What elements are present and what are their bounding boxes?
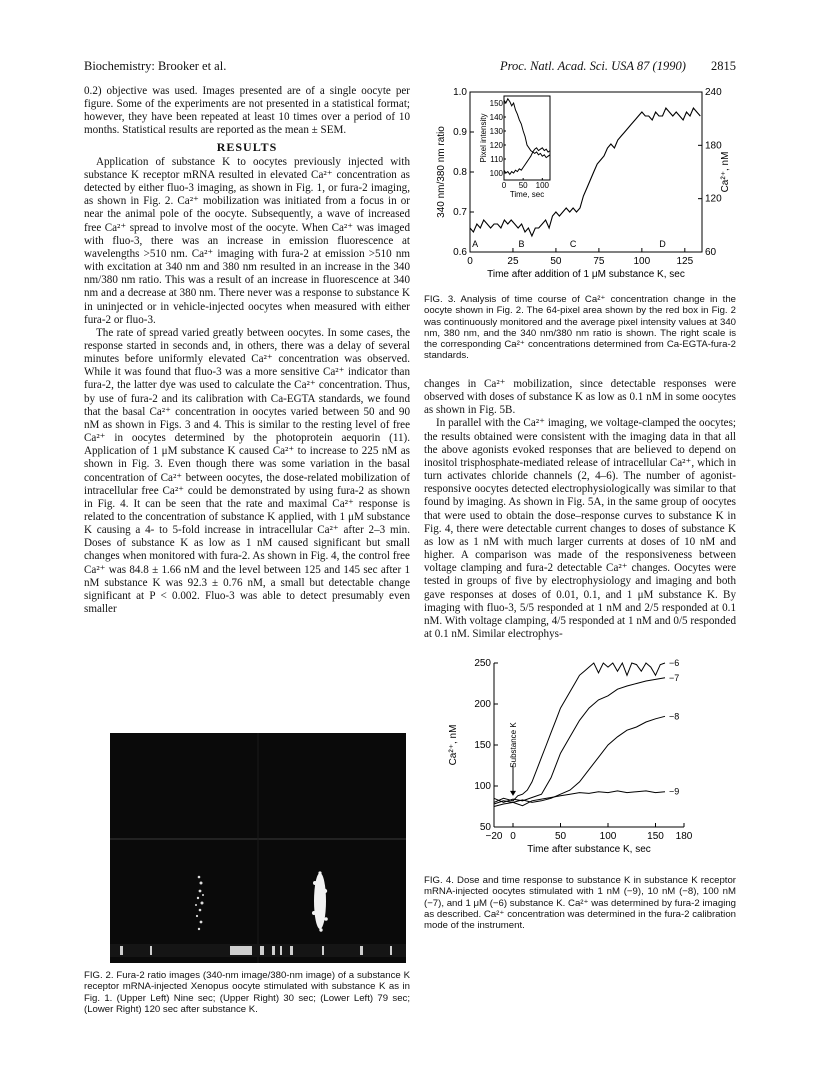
fig3-x-tick-label: 75 xyxy=(593,256,605,267)
fig4-y-tick-label: 150 xyxy=(474,740,491,751)
paragraph-methods-end: 0.2) objective was used. Images presented are of a single oocyte per figure. Some of the experiments are not presented in a statistical format; however, they have been repeated at least 10 times over a period of 10 months. Statistical results are reported as the mean ± SEM. xyxy=(84,85,410,137)
left-column xyxy=(84,85,410,616)
fig3-inset-y-tick-label: 130 xyxy=(489,127,503,136)
fig4-series-line xyxy=(494,678,665,803)
fig3-phase-marker: C xyxy=(569,239,577,249)
fig3-inset-y-tick-label: 110 xyxy=(490,155,503,164)
section-heading-results: RESULTS xyxy=(216,139,278,154)
fig3-inset-y-tick-label: 100 xyxy=(489,169,503,178)
fig3-x-tick-label: 25 xyxy=(507,256,519,267)
fig4-y-tick-label: 100 xyxy=(474,781,491,792)
fig3-y-tick-label: 1.0 xyxy=(453,87,467,98)
fig4-x-tick-label: 0 xyxy=(510,831,516,842)
fig3-phase-marker: D xyxy=(659,239,666,249)
fig4-substance-k-arrowhead xyxy=(510,791,516,796)
fig4-series-line xyxy=(494,791,665,807)
fig4-caption: FIG. 4. Dose and time response to substance K in substance K receptor mRNA-injected oocytes stimulated with 1 nM (−9), 10 nM (−8), 100 nM (−7), and 1 μM (−6) substance K. Ca²⁺ was determined by fura-2 imaging as described. Ca²⁺ concentration was determined in the fura-2 calibration mode of the instrument. xyxy=(424,875,736,932)
fig3-x-tick-label: 100 xyxy=(633,256,651,267)
fig3-inset-x-tick-label: 100 xyxy=(535,181,550,190)
fig3-inset-frame xyxy=(504,96,550,180)
fig3-caption: FIG. 3. Analysis of time course of Ca²⁺ concentration change in the oocyte shown in Fig. 2. The 64-pixel area shown by the red box in Fig. 2 was continuously monitored and the average pixel intensity values at 340 nm, 380 nm, and the 340 nm/380 nm ratio is shown. The right scale is the corresponding Ca²⁺ concentrations determined from Ca-EGTA-fura-2 standards. xyxy=(424,294,736,362)
fig3-x-tick-label: 125 xyxy=(676,256,694,267)
page-number: 2815 xyxy=(711,59,736,73)
fig3-right-tick-label: 180 xyxy=(705,140,722,152)
fig3-inset-y-label: Pixel intensity xyxy=(479,113,488,163)
fig4-series-label: −6 xyxy=(669,658,680,668)
fig4-series-label: −9 xyxy=(669,786,680,797)
fig3-x-tick-label: 0 xyxy=(467,256,473,267)
fig3-y-axis-label: 340 nm/380 nm ratio xyxy=(436,126,447,218)
fig4-series-line xyxy=(494,716,665,804)
fig4-svg xyxy=(434,657,704,869)
fig4-y-axis-label: Ca²⁺, nM xyxy=(448,724,459,766)
fig2-caption: FIG. 2. Fura-2 ratio images (340-nm image/380-nm image) of a substance K receptor mRNA-injected Xenopus oocyte stimulated with substance K as in Fig. 1. (Upper Left) Nine sec; (Upper Right) 30 sec; (Lower Left) 79 sec; (Lower Right) 120 sec after substance K. xyxy=(84,970,410,1015)
fig3-inset-x-tick-label: 50 xyxy=(518,181,528,190)
fig4-substance-k-annotation: Substance K xyxy=(509,722,518,768)
fig4-y-tick-label: 250 xyxy=(474,658,491,669)
paragraph-results-1: Application of substance K to oocytes previously injected with substance K receptor mRNA resulted in elevated Ca²⁺ concentration as detected by either fluo-3 imaging, as shown in Fig. 1, or fura-2 imaging, as shown in Fig. 2. Ca²⁺ mobilization was initiated from a focus in or near the animal pole of the oocyte. Subsequently, a wave of increased free Ca²⁺ spread to involve most of the oocyte. When Ca²⁺ was imaged with fluo-3, there was an increase in emission fluorescence at wavelengths >510 nm. Ca²⁺ imaging with fura-2 at emission >510 nm with excitation at 340 nm and 380 nm resulted in an increase in the 340 nm/380 nm ratio. This was a result of an increase in fluorescence at 340 nm and a decrease at 380 nm. There never was a response to substance K in uninjected or in vehicle-injected oocytes when measured with either fura-2 or fluo-3. xyxy=(84,155,410,326)
fig3-y-tick-label: 0.8 xyxy=(453,167,467,178)
fig4-y-tick-label: 200 xyxy=(474,699,491,710)
fig3-x-tick-label: 50 xyxy=(550,256,562,267)
fig4-x-tick-label: −20 xyxy=(485,831,503,842)
fig4-chart xyxy=(434,657,704,869)
fig3-right-tick-label: 120 xyxy=(705,193,722,205)
fig3-inset-y-tick-label: 140 xyxy=(489,113,503,122)
fig4-x-tick-label: 180 xyxy=(675,831,693,842)
fig3-right-tick-label: 60 xyxy=(705,247,717,258)
paragraph-results-4: In parallel with the Ca²⁺ imaging, we voltage-clamped the oocytes; the results obtained were consistent with the imaging data in that all the above agonists evoked responses that are believed to depend on inositol trisphosphate-mediated release of intracellular Ca²⁺, which in turn activates chloride channels (2, 4–6). The number of agonist-responsive oocytes detected electrophysiologically was similar to that found by imaging. As shown in Fig. 5A, in the same group of oocytes that were used to obtain the dose–response curves to substance K in Fig. 4, there were detectable current changes to doses of substance K as low as 1 nM with much larger currents at doses of 10 nM and higher. A comparison was made of the responsiveness between voltage clamping and fura-2 detectable Ca²⁺ changes. Oocytes were tested in groups of five by electrophysiology and imaging and both gave responses at doses of 0.01, 0.1, and 1 μM substance K. By imaging with fluo-3, 5/5 responded at 1 nM and 2/5 responded at 0.1 nM. With voltage clamping, 4/5 responded at 1 nM and 0/5 responded at 0.1 nM. Similar electrophys- xyxy=(424,417,736,640)
fig2-ratio-images xyxy=(110,733,406,963)
fig4-x-tick-label: 150 xyxy=(647,831,664,842)
fig3-svg xyxy=(432,84,732,289)
fig3-phase-marker: B xyxy=(518,239,525,249)
fig4-x-tick-label: 50 xyxy=(554,831,567,842)
running-header-journal: Proc. Natl. Acad. Sci. USA 87 (1990) xyxy=(500,59,686,73)
fig3-inset-y-tick-label: 120 xyxy=(489,141,503,150)
fig3-y-tick-label: 0.7 xyxy=(453,207,467,218)
fig3-chart xyxy=(432,84,732,289)
fig3-x-axis-label: Time after addition of 1 μM substance K, sec xyxy=(487,269,685,280)
fig4-series-label: −8 xyxy=(669,711,680,722)
paragraph-results-3: changes in Ca²⁺ mobilization, since detectable responses were observed with doses of substance K as low as 0.1 nM in some oocytes as shown in Fig. 5B. xyxy=(424,378,736,417)
fig4-series-label: −7 xyxy=(669,672,680,683)
fig3-y-tick-label: 0.9 xyxy=(453,127,467,138)
fig4-y-tick-label: 50 xyxy=(479,822,491,833)
fig3-right-axis-label: Ca²⁺, nM xyxy=(720,151,731,193)
fig4-x-axis-label: Time after substance K, sec xyxy=(527,844,651,855)
fig4-x-tick-label: 100 xyxy=(599,831,617,842)
paragraph-results-2: The rate of spread varied greatly between oocytes. In some cases, the response started in seconds and, in others, there was a delay of several minutes before uniformly elevated Ca²⁺ concentration was observed. While it was found that fluo-3 was a more sensitive Ca²⁺ indicator than fura-2, the latter dye was used to calculate the Ca²⁺ concentration. Thus, by use of fura-2 and its calibration with Ca-EGTA standards, we found that the basal Ca²⁺ concentration in oocytes varied between 50 and 90 nM as shown in Figs. 3 and 4. This is similar to the resting level of free Ca²⁺ in oocytes determined by the photoprotein aequorin (11). Application of 1 μM substance K caused Ca²⁺ to increase to 225 nM as shown in Fig. 3. Even though there was some variation in the basal concentration of Ca²⁺ between oocytes, the dose-related mobilization of intracellular free Ca²⁺ could be demonstrated by using fura-2 as shown in Fig. 4. It can be seen that the rate and maximal Ca²⁺ response is related to the concentration of substance K applied, with 1 μM substance K causing a 4- to 5-fold increase in intracellular Ca²⁺ after 2–3 min. Doses of substance K as low as 1 nM caused significant but small changes when monitored with fura-2. As shown in Fig. 4, the control free Ca²⁺ was 84.8 ± 1.66 nM and the level between 125 and 145 sec after 1 nM substance K was 92.3 ± 0.76 nM, a small but detectable change significant at P < 0.002. Fluo-3 was able to detect presumably even smaller xyxy=(84,326,410,616)
fig3-inset-x-label: Time, sec xyxy=(509,190,545,199)
fig3-right-tick-label: 240 xyxy=(705,87,722,98)
fig2-image-content xyxy=(110,733,406,963)
running-header-left: Biochemistry: Brooker et al. xyxy=(84,59,227,73)
fig3-phase-marker: A xyxy=(472,239,479,249)
fig3-inset-x-tick-label: 0 xyxy=(501,181,507,190)
right-column xyxy=(424,378,736,641)
fig3-inset-y-tick-label: 150 xyxy=(489,99,503,108)
fig3-y-tick-label: 0.6 xyxy=(453,247,467,258)
